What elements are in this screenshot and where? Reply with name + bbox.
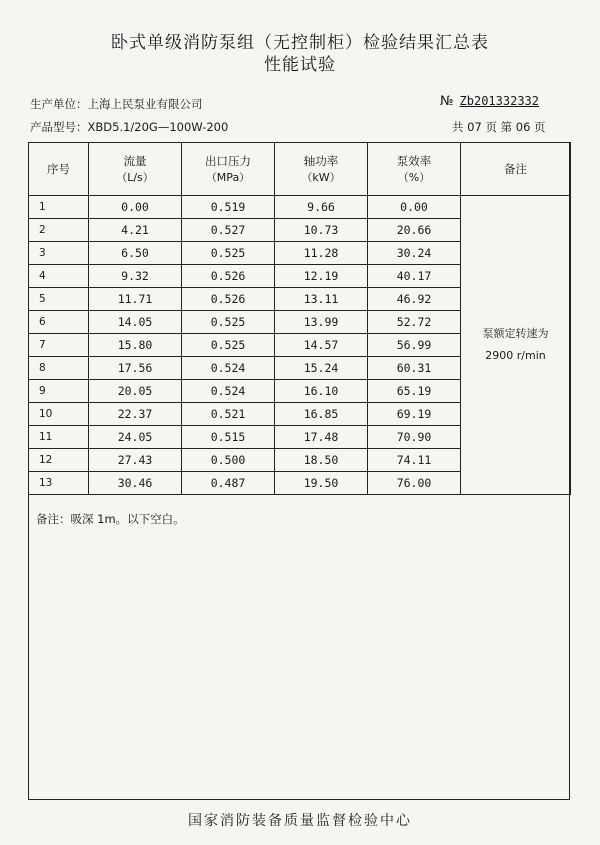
results-table bbox=[28, 142, 571, 495]
cell-index: 4 bbox=[29, 265, 89, 288]
cell-pressure: 0.521 bbox=[182, 403, 275, 426]
cell-index: 3 bbox=[29, 242, 89, 265]
producer-value: 上海上民泵业有限公司 bbox=[87, 97, 203, 111]
cell-efficiency: 60.31 bbox=[368, 357, 461, 380]
model-line bbox=[30, 119, 228, 135]
cell-efficiency: 0.00 bbox=[368, 196, 461, 219]
issuing-authority: 国家消防装备质量监督检验中心 bbox=[188, 813, 412, 829]
cell-shaft-power: 11.28 bbox=[275, 242, 368, 265]
cell-shaft-power: 16.85 bbox=[275, 403, 368, 426]
cell-efficiency: 20.66 bbox=[368, 219, 461, 242]
cell-efficiency: 52.72 bbox=[368, 311, 461, 334]
cell-flow: 27.43 bbox=[89, 449, 182, 472]
cell-efficiency: 46.92 bbox=[368, 288, 461, 311]
page-info: 共 07 页 第 06 页 bbox=[452, 120, 546, 134]
cell-flow: 14.05 bbox=[89, 311, 182, 334]
header-flow: 流量 （L/s） bbox=[89, 143, 182, 196]
cell-flow: 22.37 bbox=[89, 403, 182, 426]
table-header-row bbox=[29, 143, 571, 196]
cell-index: 2 bbox=[29, 219, 89, 242]
cell-efficiency: 76.00 bbox=[368, 472, 461, 495]
cell-shaft-power: 19.50 bbox=[275, 472, 368, 495]
cell-index: 5 bbox=[29, 288, 89, 311]
cell-shaft-power: 17.48 bbox=[275, 426, 368, 449]
numero-symbol: № bbox=[440, 94, 454, 109]
cell-index: 1 bbox=[29, 196, 89, 219]
cell-index: 12 bbox=[29, 449, 89, 472]
header-efficiency: 泵效率 （%） bbox=[368, 143, 461, 196]
cell-flow: 9.32 bbox=[89, 265, 182, 288]
producer-label: 生产单位： bbox=[30, 97, 88, 111]
cell-flow: 30.46 bbox=[89, 472, 182, 495]
cell-index: 6 bbox=[29, 311, 89, 334]
cell-flow: 4.21 bbox=[89, 219, 182, 242]
cell-shaft-power: 10.73 bbox=[275, 219, 368, 242]
cell-pressure: 0.515 bbox=[182, 426, 275, 449]
model-label: 产品型号： bbox=[30, 120, 88, 134]
cell-efficiency: 70.90 bbox=[368, 426, 461, 449]
document-subtitle: 性能试验 bbox=[264, 55, 336, 75]
header-shaft-power: 轴功率 （kW） bbox=[275, 143, 368, 196]
cell-efficiency: 40.17 bbox=[368, 265, 461, 288]
cell-index: 10 bbox=[29, 403, 89, 426]
cell-shaft-power: 18.50 bbox=[275, 449, 368, 472]
cell-pressure: 0.524 bbox=[182, 380, 275, 403]
cell-pressure: 0.519 bbox=[182, 196, 275, 219]
cell-index: 7 bbox=[29, 334, 89, 357]
cell-flow: 15.80 bbox=[89, 334, 182, 357]
cell-pressure: 0.526 bbox=[182, 288, 275, 311]
remark-line-2: 2900 r/min bbox=[485, 349, 546, 362]
producer-line bbox=[30, 96, 203, 112]
cell-efficiency: 69.19 bbox=[368, 403, 461, 426]
cell-pressure: 0.525 bbox=[182, 334, 275, 357]
table-row bbox=[29, 196, 571, 219]
cell-efficiency: 30.24 bbox=[368, 242, 461, 265]
cell-shaft-power: 14.57 bbox=[275, 334, 368, 357]
header-index: 序号 bbox=[29, 143, 89, 196]
header-pressure: 出口压力 （MPa） bbox=[182, 143, 275, 196]
cell-index: 8 bbox=[29, 357, 89, 380]
report-number-line bbox=[440, 94, 539, 109]
footnote: 备注：吸深 1m。以下空白。 bbox=[36, 512, 185, 526]
cell-index: 9 bbox=[29, 380, 89, 403]
document-title: 卧式单级消防泵组（无控制柜）检验结果汇总表 bbox=[111, 33, 489, 53]
cell-pressure: 0.500 bbox=[182, 449, 275, 472]
cell-efficiency: 74.11 bbox=[368, 449, 461, 472]
cell-pressure: 0.525 bbox=[182, 242, 275, 265]
cell-shaft-power: 13.11 bbox=[275, 288, 368, 311]
cell-flow: 11.71 bbox=[89, 288, 182, 311]
cell-efficiency: 65.19 bbox=[368, 380, 461, 403]
cell-flow: 6.50 bbox=[89, 242, 182, 265]
cell-pressure: 0.525 bbox=[182, 311, 275, 334]
cell-shaft-power: 13.99 bbox=[275, 311, 368, 334]
cell-index: 13 bbox=[29, 472, 89, 495]
report-number: Zb201332332 bbox=[459, 94, 540, 108]
cell-pressure: 0.524 bbox=[182, 357, 275, 380]
cell-shaft-power: 15.24 bbox=[275, 357, 368, 380]
cell-efficiency: 56.99 bbox=[368, 334, 461, 357]
cell-flow: 24.05 bbox=[89, 426, 182, 449]
header-remark: 备注 bbox=[461, 143, 571, 196]
remark-line-1: 泵额定转速为 bbox=[482, 327, 549, 340]
cell-shaft-power: 9.66 bbox=[275, 196, 368, 219]
cell-pressure: 0.526 bbox=[182, 265, 275, 288]
cell-flow: 20.05 bbox=[89, 380, 182, 403]
cell-index: 11 bbox=[29, 426, 89, 449]
model-value: XBD5.1/20G—100W-200 bbox=[87, 120, 229, 134]
cell-shaft-power: 12.19 bbox=[275, 265, 368, 288]
cell-flow: 0.00 bbox=[89, 196, 182, 219]
cell-pressure: 0.487 bbox=[182, 472, 275, 495]
cell-flow: 17.56 bbox=[89, 357, 182, 380]
cell-shaft-power: 16.10 bbox=[275, 380, 368, 403]
cell-pressure: 0.527 bbox=[182, 219, 275, 242]
remark-cell bbox=[461, 196, 571, 495]
